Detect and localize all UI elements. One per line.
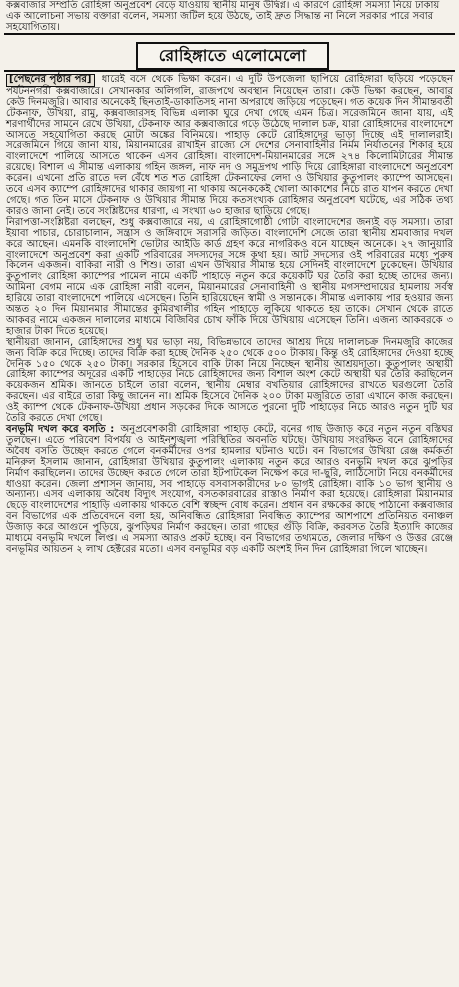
- article-paragraph-1: [6, 74, 453, 218]
- article-paragraph-4: [6, 425, 453, 556]
- headline-box: [136, 42, 329, 70]
- headline-divider: [4, 70, 455, 72]
- top-divider: [4, 33, 455, 35]
- continued-label: [পেছনের পৃষ্ঠার পর]: [6, 74, 95, 87]
- headline: রোহিঙ্গাতে এলোমেলো: [158, 45, 307, 65]
- paragraph-4-text: অনুপ্রবেশকারী রোহিঙ্গারা পাহাড় কেটে, বনের গাছ উজাড় করে নতুন নতুন বস্তিঘর তুলছেন। এতে পরিবেশ বিপর্যয় ও আইনশৃঙ্খলা পরিস্থিতির অবনতি ঘটছে। উখিয়ায় সংরক্ষিত বনে রোহিঙ্গাদের অবৈধ বসতি উচ্ছেদ করতে গেলে বনকর্মীদের ওপর হামলার ঘটনাও ঘটে। বন বিভাগের উখিয়া রেঞ্জ কর্মকর্তা মনিরুল ইসলাম জানান, রোহিঙ্গারা উখিয়ার কুতুপালং এলাকায় নতুন করে আরও বনভূমি দখল করে ঝুপড়ির নির্মাণ করছিলেন। তাদের উচ্ছেদ করতে গেলে তারা ইটপাটকেল নিক্ষেপ করে দা-ছুরি, লাঠিসোটা নিয়ে বনকর্মীদের ধাওয়া করেন। জেলা প্রশাসন জানায়, সব পাহাড়ে বসবাসকারীদের ৮০ ভাগই রোহিঙ্গা। বাকি ১০ ভাগ স্থানীয় ও অন্যান্য। এসব এলাকায় অবৈধ বিদ্যুৎ সংযোগ, বসতকারবারের রাস্তাও নির্মাণ করা হয়েছে। রোহিঙ্গারা মিয়ানমার ছেড়ে বাংলাদেশের পাহাড়ি এলাকায় থাকতে বেশি স্বচ্ছন্দ বোধ করেন। প্রধান বন রক্ষকের কাছে পাঠানো কক্সবাজার বন বিভাগের এক প্রতিবেদনে বলা হয়, অনিবন্ধিত রোহিঙ্গারা নিবন্ধিত ক্যাম্পের আশপাশে প্রতিনিয়ত বনাঞ্চল উজাড় করে আগুনে পুড়িয়ে, ঝুপড়িঘর নির্মাণ করছেন। তারা গাছের গুঁড়ি বিক্রি, করবসত তৈরি ইত্যাদি কাজের মাধ্যমে বনভূমি দখলে লিপ্ত। এ সমস্যা আরও প্রকট হচ্ছে। বন বিভাগের তথ্যমতে, জেলার দক্ষিণ ও উত্তর রেঞ্জে বনভূমির আয়তন ২ লাখ হেক্টরের মতো। এসব বনভূমির বড় একটি অংশই দিন দিন রোহিঙ্গারা গিলে খাচ্ছেন।: [6, 424, 453, 555]
- article-paragraph-2: নিরাপত্তা-সংশ্লিষ্টরা বলছেন, শুধু কক্সবাজারে নয়, এ রোহিঙ্গাগোষ্ঠী গোটা বাংলাদেশের জন্যই বড় সমস্যা। তারা ইয়াবা পাচার, চোরাচালান, সন্ত্রাস ও জঙ্গিবাদে সরাসরি জড়িত। বাংলাদেশি সেজে তারা স্থানীয় শ্রমবাজার দখল করে আছেন। এমনকি বাংলাদেশি ভোটার আইডি কার্ড গ্রহণ করে নাগরিকও বনে যাচ্ছেন অনেকে। ২৭ জানুয়ারি বাংলাদেশে অনুপ্রবেশ করা একটি পরিবারের সদস্যদের সঙ্গে কথা হয়। আট সদস্যের ওই পরিবারের মধ্যে পুরুষ কিলেন একজন। বাকিরা নারী ও শিশু। তারা এখন উখিয়ার সীমান্ত হয়ে সেদিনই বাংলাদেশে ঢুকেছেন। উখিয়ার কুতুপালং রোহিঙ্গা ক্যাম্পের পামেল নামে একটি পাহাড়ে নতুন করে কয়েকটি ঘর তৈরি করা হচ্ছে তাদের জন্য। আমিনা বেগম নামে এক রোহিঙ্গা নারী বলেন, মিয়ানমারের সেনাবাহিনী ও স্থানীয় মগসম্প্রদায়ের হামলায় সর্বস্ব হারিয়ে তারা বাংলাদেশে পালিয়ে এসেছেন। তিনি হারিয়েছেন স্বামী ও সন্তানকে। সীমান্ত এলাকায় পার হওয়ার জন্য অন্তত ২০ দিন মিয়ানমার সীমান্তের কুমিরখালীর গহিন পাহাড়ে লুকিয়ে থাকতে হয় তাকে। সেখান থেকে রাতে আকবর নামে একজন দালালের মাধ্যমে বিজিবির চোখ ফাঁকি দিয়ে উখিয়ায় এসেছেন তিনি। এজন্য আকবরকে ৩ হাজার টাকা দিতে হয়েছে।: [6, 216, 453, 337]
- previous-article-snippet: কক্সবাজার সম্প্রতি রোহিঙ্গা অনুপ্রবেশ বেড়ে যাওয়ায় স্থানীয় মানুষ উদ্বিগ্ন। এ কারণে রোহিঙ্গা সমস্যা নিয়ে ঢাকায় এক আলোচনা সভায় বক্তারা বলেন, সমস্যা জটিল হয়ে উঠছে, তাই দ্রুত সিদ্ধান্ত না নিলে সরকার পারে সবার সহযোগিতায়।: [6, 0, 440, 33]
- article-body: [6, 74, 453, 981]
- article-paragraph-3: স্থানীয়রা জানান, রোহিঙ্গাদের শুধু ঘর ভাড়া নয়, বিভিন্নভাবে তাদের আশ্রয় দিয়ে দালালচক্র দিনমজুরি কাজের জন্য বিক্রি করে দিচ্ছে। তাদের বিক্রি করা হচ্ছে দৈনিক ২৫০ থেকে ৫০০ টাকায়। কিন্তু ওই রোহিঙ্গাদের দেওয়া হচ্ছে দৈনিক ১৫০ থেকে ২৫০ টাকা। সরকার হিসেবে বাকি টাকা নিয়ে নিচ্ছেন স্থানীয় আশ্রয়দাতা। কুতুপালং অস্থায়ী রোহিঙ্গা ক্যাম্পের অদূরের একটি পাহাড়ের নিচে রোহিঙ্গাদের জন্য বিশাল অংশ কেটে অস্থায়ী ঘর তৈরি করছিলেন কয়েকজন শ্রমিক। জানতে চাইলে তারা বলেন, স্থানীয় মেম্বার বখতিয়ার রোহিঙ্গাদের রাখতে ঘরগুলো তৈরি করছেন। এর বাইরে তারা কিছু জানেন না। শ্রমিক হিসেবে দৈনিক ২০০ টাকা মজুরিতে তারা এখানে কাজ করছেন। ওই ক্যাম্প থেকে টেকনাফ-উখিয়া প্রধান সড়কের দিকে আসতে পুরনো দুটি পাহাড়ের নিচে আরও নতুন দুটি ঘর তৈরি করতে দেখা গেছে।: [6, 336, 453, 425]
- forest-subhead: বনভূমি দখল করে বসতি :: [6, 424, 115, 435]
- paragraph-1-text: ধারেই বসে থেকে ভিক্ষা করেন। এ দুটি উপজেলা ছাপিয়ে রোহিঙ্গারা ছড়িয়ে পড়েছেন পর্যটননগরী কক্সবাজারে। সেখানকার অলিগলি, রাজপথে অবস্থান নিয়েছেন তারা। কেউ ভিক্ষা করছেন, আবার কেউ দিনমজুরি। আবার অনেকেই ছিনতাই-ডাকাতিসহ নানা অপরাধে জড়িয়ে পড়েছেন। গত কয়েক দিন সীমান্তবর্তী টেকনাফ, উখিয়া, রামু, কক্সবাজারসহ বিভিন্ন এলাকা ঘুরে দেখা গেছে এমন চিত্র। সরেজমিনে জানা যায়, এই শরণার্থীদের সামনে রেখে উখিয়া, টেকনাফ আর কক্সবাজারে গড়ে উঠেছে দালাল চক্র, যারা রোহিঙ্গাদের বাংলাদেশে আসতে সহযোগিতা করছে মোটা অঙ্কের বিনিময়ে। পাহাড় কেটে রোহিঙ্গাদের ভাড়া দিচ্ছে এই দালালরাই। সরেজমিনে গিয়ে জানা যায়, মিয়ানমারের রাখাইন রাজ্যে সে দেশের সেনাবাহিনীর নির্মম নির্যাতনের শিকার হয়ে বাংলাদেশে পালিয়ে আসতে থাকেন এসব রোহিঙ্গা। বাংলাদেশ-মিয়ানমারের সঙ্গে ২৭৪ কিলোমিটারের সীমান্ত রয়েছে। বিশাল এ সীমান্ত এলাকায় গহিন জঙ্গল, নাফ নদ ও সমুদ্রপথ পাড়ি দিয়ে রোহিঙ্গারা বাংলাদেশে অনুপ্রবেশ করেন। এখনো প্রতি রাতে দল বেঁধে শত শত রোহিঙ্গা টেকনাফের লেদা ও উখিয়ার কুতুপালং ক্যাম্পে আসছেন। তবে এসব ক্যাম্পে রোহিঙ্গাদের থাকার জায়গা না থাকায় অনেককেই খোলা আকাশের নিচে রাত যাপন করতে দেখা গেছে। গত তিন মাসে টেকনাফ ও উখিয়ার সীমান্ত দিয়ে কতসংখ্যক রোহিঙ্গার অনুপ্রবেশ ঘটেছে, এর সঠিক তথ্য কারও জানা নেই। তবে সংশ্লিষ্টদের ধারণা, এ সংখ্যা ৬০ হাজার ছাড়িয়ে গেছে।: [6, 74, 453, 217]
